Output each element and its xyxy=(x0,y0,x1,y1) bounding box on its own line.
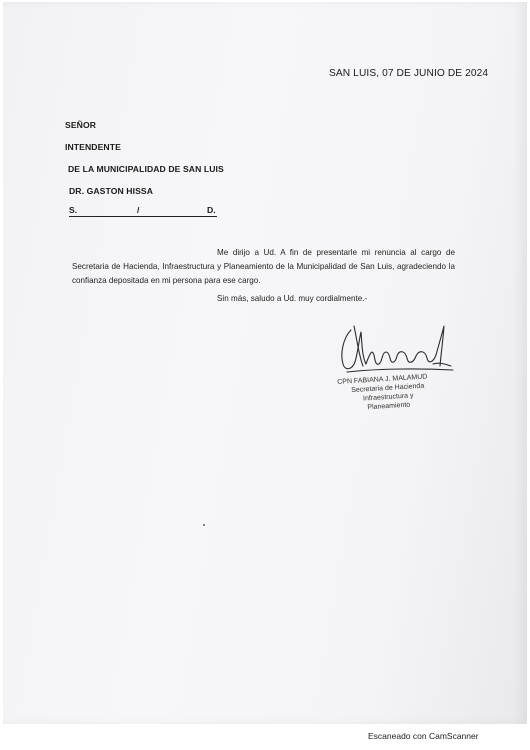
scanner-watermark: Escaneado con CamScanner xyxy=(368,731,479,741)
paper-speck xyxy=(203,524,205,526)
addressee-line-1: SEÑOR xyxy=(65,120,97,130)
signature-stamp xyxy=(337,372,439,414)
stamp-title-3: Planeamiento xyxy=(367,401,411,412)
date-line: SAN LUIS, 07 DE JUNIO DE 2024 xyxy=(329,68,489,79)
salutation-underline xyxy=(69,216,217,217)
salutation-slash: / xyxy=(137,205,140,215)
salutation-d: D. xyxy=(207,205,216,215)
stamp-name: CPN FABIANA J. MALAMUD xyxy=(337,373,428,386)
handwritten-signature xyxy=(333,320,457,382)
addressee-line-4: DR. GASTON HISSA xyxy=(69,186,154,196)
letter-body: Me dirijo a Ud. A fin de presentarle mi renuncia al cargo de Secretaria de Hacienda, Infraestructura y Planeamiento de la Municipalidad de San Luis, agradeciendo la confianza depositada en mi persona para ese cargo. xyxy=(72,248,455,285)
closing-line: Sin más, saludo a Ud. muy cordialmente.- xyxy=(217,294,368,303)
salutation-s: S. xyxy=(69,205,78,215)
stamp-title-2: Infraestructura y xyxy=(362,392,414,403)
addressee-line-3: DE LA MUNICIPALIDAD DE SAN LUIS xyxy=(68,164,224,174)
addressee-line-2: INTENDENTE xyxy=(65,142,121,152)
stamp-title-1: Secretaria de Hacienda xyxy=(351,382,425,395)
document-page xyxy=(3,2,527,724)
